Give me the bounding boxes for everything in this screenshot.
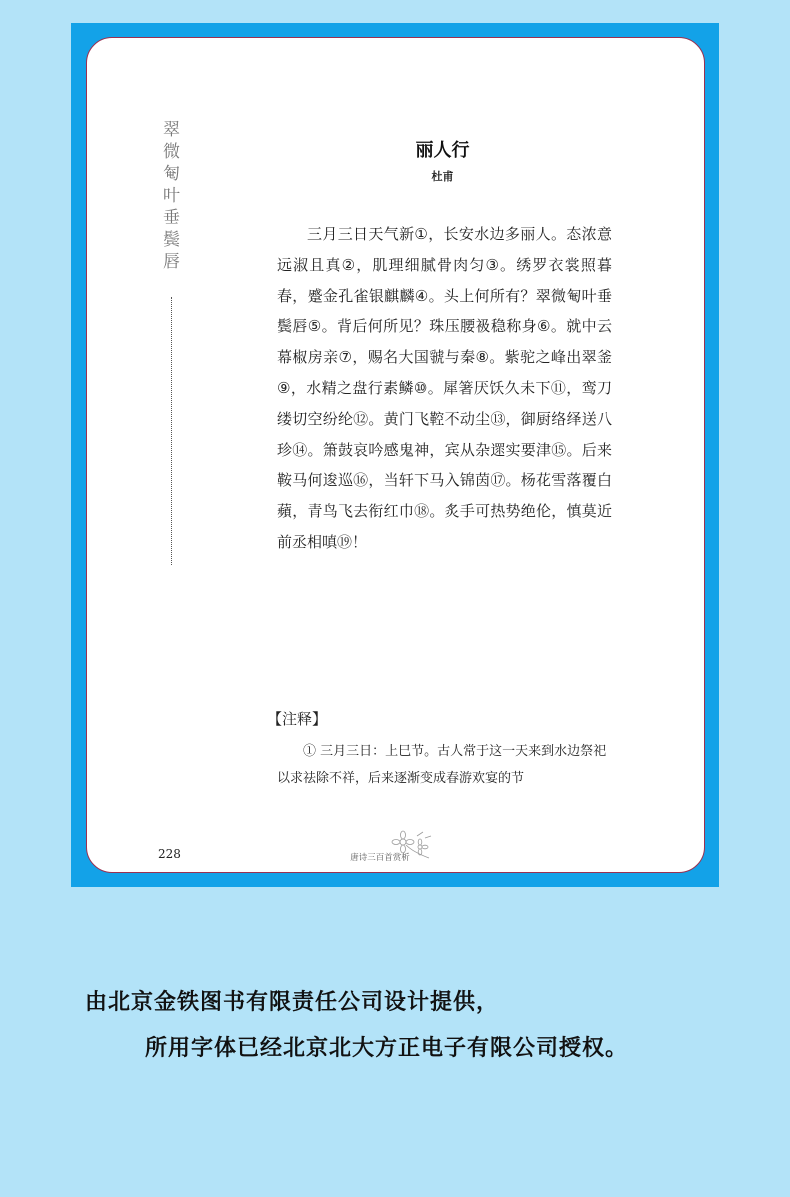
note-item: ① 三月三日：上巳节。古人常于这一天来到水边祭祀以求祛除不祥，后来逐渐变成春游欢宴的节	[277, 744, 607, 786]
notes-header: 【注释】	[267, 710, 328, 728]
poem-title: 丽人行	[415, 140, 470, 161]
footer-book-title: 唐诗三百首赏析	[350, 853, 410, 863]
book-page	[86, 37, 705, 873]
poem-body: 三月三日天气新①，长安水边多丽人。态浓意远淑且真②，肌理细腻骨肉匀③。绣罗衣裳照暮春，蹙金孔雀银麒麟④。头上何所有？翠微匎叶垂鬓唇⑤。背后何所见？珠压腰衱稳称身⑥。就中云幕椒房亲⑦，赐名大国虢与秦⑧。紫驼之峰出翠釜⑨，水精之盘行素鳞⑩。犀箸厌饫久未下⑪，鸾刀缕切空纷纶⑫。黄门飞鞚不动尘⑬，御厨络绎送八珍⑭。箫鼓哀吟感鬼神，宾从杂遝实要津⑮。后来鞍马何逡巡⑯，当轩下马入锦茵⑰。杨花雪落覆白蘋，青鸟飞去衔红巾⑱。炙手可热势绝伦，慎莫近前丞相嗔⑲！	[277, 225, 612, 551]
page-number: 228	[158, 847, 181, 861]
credit-line-2: 所用字体已经北京北大方正电子有限公司授权。	[145, 1035, 629, 1061]
poem-author: 杜甫	[431, 170, 454, 183]
side-running-title: 翠微匎叶垂鬓唇	[159, 120, 179, 274]
side-dotted-divider	[171, 297, 172, 565]
credit-line-1: 由北京金铁图书有限责任公司设计提供，	[85, 989, 500, 1015]
